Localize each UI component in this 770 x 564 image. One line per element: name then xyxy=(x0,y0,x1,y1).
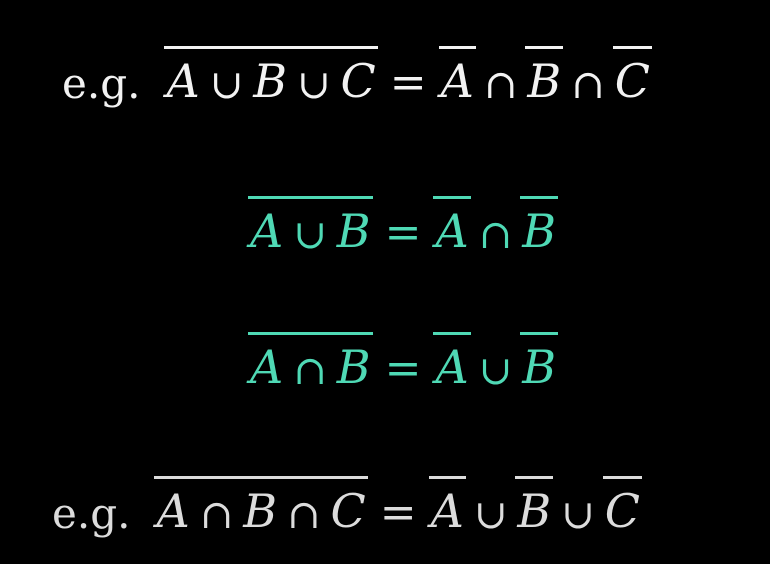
complement-bar-b xyxy=(517,476,551,538)
set-a: A xyxy=(440,54,474,108)
set-b: B xyxy=(336,204,371,258)
set-a: A xyxy=(250,340,284,394)
complement-bar-c xyxy=(605,476,640,538)
set-b: B xyxy=(527,54,562,108)
union-symbol: ∪ xyxy=(209,62,244,108)
set-c: C xyxy=(330,484,366,538)
set-a: A xyxy=(166,54,200,108)
equals-sign: = xyxy=(379,487,417,538)
set-a: A xyxy=(435,204,469,258)
set-b: B xyxy=(522,340,556,394)
set-a: A xyxy=(250,204,284,258)
equals-sign: = xyxy=(384,207,422,258)
intersection-symbol: ∩ xyxy=(293,348,327,394)
set-b: B xyxy=(243,484,278,538)
example-union-three-sets xyxy=(0,46,770,108)
complement-bar-b xyxy=(527,46,561,108)
set-b: B xyxy=(522,204,556,258)
set-a: A xyxy=(435,340,469,394)
set-c: C xyxy=(614,54,650,108)
set-b: B xyxy=(253,54,288,108)
equals-sign: = xyxy=(384,343,422,394)
union-symbol: ∪ xyxy=(473,492,508,538)
intersection-symbol: ∩ xyxy=(199,492,234,538)
equals-sign: = xyxy=(389,57,427,108)
set-c: C xyxy=(604,484,640,538)
union-symbol: ∪ xyxy=(561,492,595,538)
complement-bar-c xyxy=(615,46,650,108)
intersection-symbol: ∩ xyxy=(478,212,513,258)
set-b: B xyxy=(517,484,552,538)
union-symbol: ∪ xyxy=(293,212,327,258)
eg-label: e.g. xyxy=(62,59,141,108)
complement-bar-a xyxy=(431,476,464,538)
union-symbol: ∪ xyxy=(478,348,513,394)
set-b: B xyxy=(336,340,371,394)
complement-bar-b xyxy=(522,196,556,258)
complement-bar-lhs xyxy=(250,196,371,258)
set-c: C xyxy=(340,54,376,108)
complement-bar-lhs xyxy=(156,476,365,538)
complement-bar-lhs xyxy=(166,46,375,108)
de-morgan-law-union xyxy=(0,196,770,258)
eg-label: e.g. xyxy=(52,489,131,538)
set-a: A xyxy=(156,484,190,538)
de-morgan-law-intersection xyxy=(0,332,770,394)
example-intersection-three-sets xyxy=(0,476,770,538)
complement-bar-a xyxy=(441,46,474,108)
complement-bar-b xyxy=(522,332,556,394)
intersection-symbol: ∩ xyxy=(571,62,605,108)
union-symbol: ∪ xyxy=(297,62,331,108)
set-a: A xyxy=(430,484,464,538)
intersection-symbol: ∩ xyxy=(483,62,518,108)
complement-bar-lhs xyxy=(250,332,371,394)
complement-bar-a xyxy=(435,196,468,258)
complement-bar-a xyxy=(435,332,468,394)
intersection-symbol: ∩ xyxy=(287,492,321,538)
